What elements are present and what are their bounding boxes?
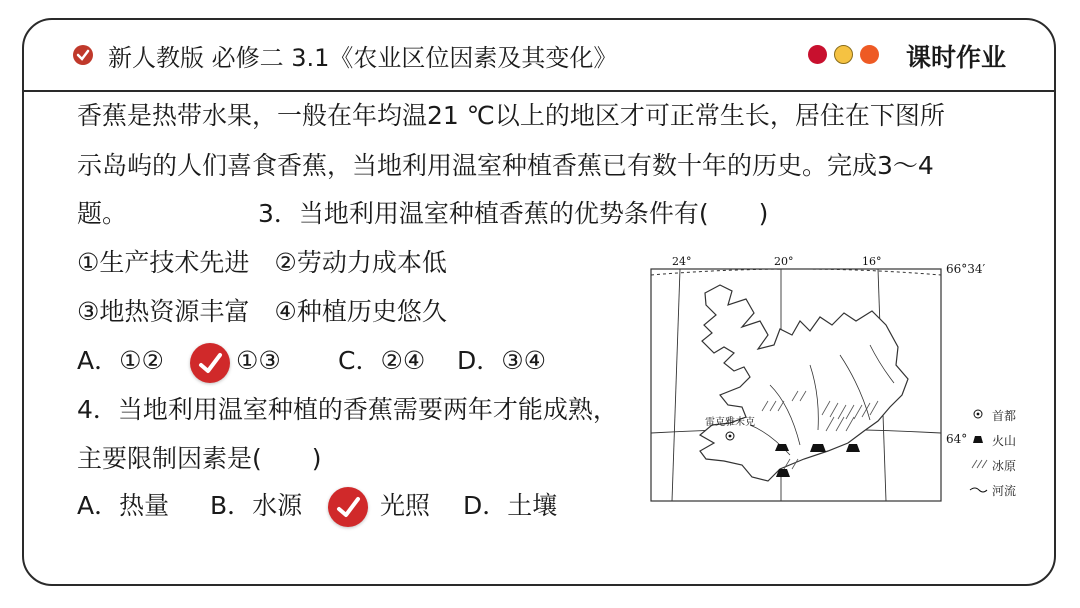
q4-stem-line-1: 4．当地利用温室种植的香蕉需要两年才能成熟，	[77, 395, 618, 424]
legend-volcano: 火山	[992, 434, 1017, 448]
yellow-dot-icon	[834, 45, 853, 64]
map-legend	[968, 406, 1058, 506]
capital-label: 雷克雅未克	[705, 417, 755, 428]
q3-options-line-2: ③地热资源丰富 ④种植历史悠久	[77, 297, 447, 326]
q4-stem-line-2: 主要限制因素是( )	[77, 444, 322, 473]
answer-check-icon	[328, 487, 368, 527]
q3-choice-d[interactable]: D．③④	[457, 346, 547, 375]
glacier-legend-icon	[972, 460, 987, 468]
lat-label-64: 64°	[946, 432, 968, 446]
volcano-legend-icon	[973, 436, 983, 443]
capital-dot	[729, 435, 732, 438]
legend-glacier: 冰原	[992, 459, 1017, 473]
q4-choice-a[interactable]: A．热量	[77, 491, 170, 520]
answer-check-icon	[190, 343, 230, 383]
q3-stem: 3．当地利用温室种植香蕉的优势条件有( )	[258, 199, 769, 228]
lon-label-20: 20°	[774, 255, 794, 268]
window-dots	[808, 45, 879, 64]
header-divider	[24, 90, 1054, 92]
lat-label-arctic: 66°34′	[946, 262, 986, 276]
lon-label-16: 16°	[862, 255, 882, 268]
red-dot-icon	[808, 45, 827, 64]
q4-choice-d[interactable]: D．土壤	[463, 491, 558, 520]
passage-line-2: 示岛屿的人们喜食香蕉，当地利用温室种植香蕉已有数十年的历史。完成3～4	[77, 151, 934, 180]
lon-label-24: 24°	[672, 255, 692, 268]
q4-choice-c-value: 光照	[380, 491, 431, 520]
section-label: 课时作业	[906, 43, 1007, 72]
iceland-map	[650, 255, 942, 503]
check-badge-icon	[73, 45, 93, 65]
river-legend-icon	[970, 488, 987, 492]
passage-line-1: 香蕉是热带水果，一般在年均温21 ℃以上的地区才可正常生长，居住在下图所	[77, 101, 945, 130]
legend-capital: 首都	[992, 409, 1017, 423]
legend-river: 河流	[992, 484, 1017, 498]
q3-choice-c[interactable]: C．②④	[338, 346, 426, 375]
orange-dot-icon	[860, 45, 879, 64]
q3-options-line-1: ①生产技术先进 ②劳动力成本低	[77, 248, 447, 277]
page-title: 新人教版 必修二 3.1《农业区位因素及其变化》	[108, 44, 618, 72]
q3-choice-b-value: ①③	[236, 346, 281, 375]
passage-line-3: 题。	[77, 199, 128, 228]
q4-choice-b[interactable]: B．水源	[210, 491, 303, 520]
q3-choice-a[interactable]: A．①②	[77, 346, 164, 375]
